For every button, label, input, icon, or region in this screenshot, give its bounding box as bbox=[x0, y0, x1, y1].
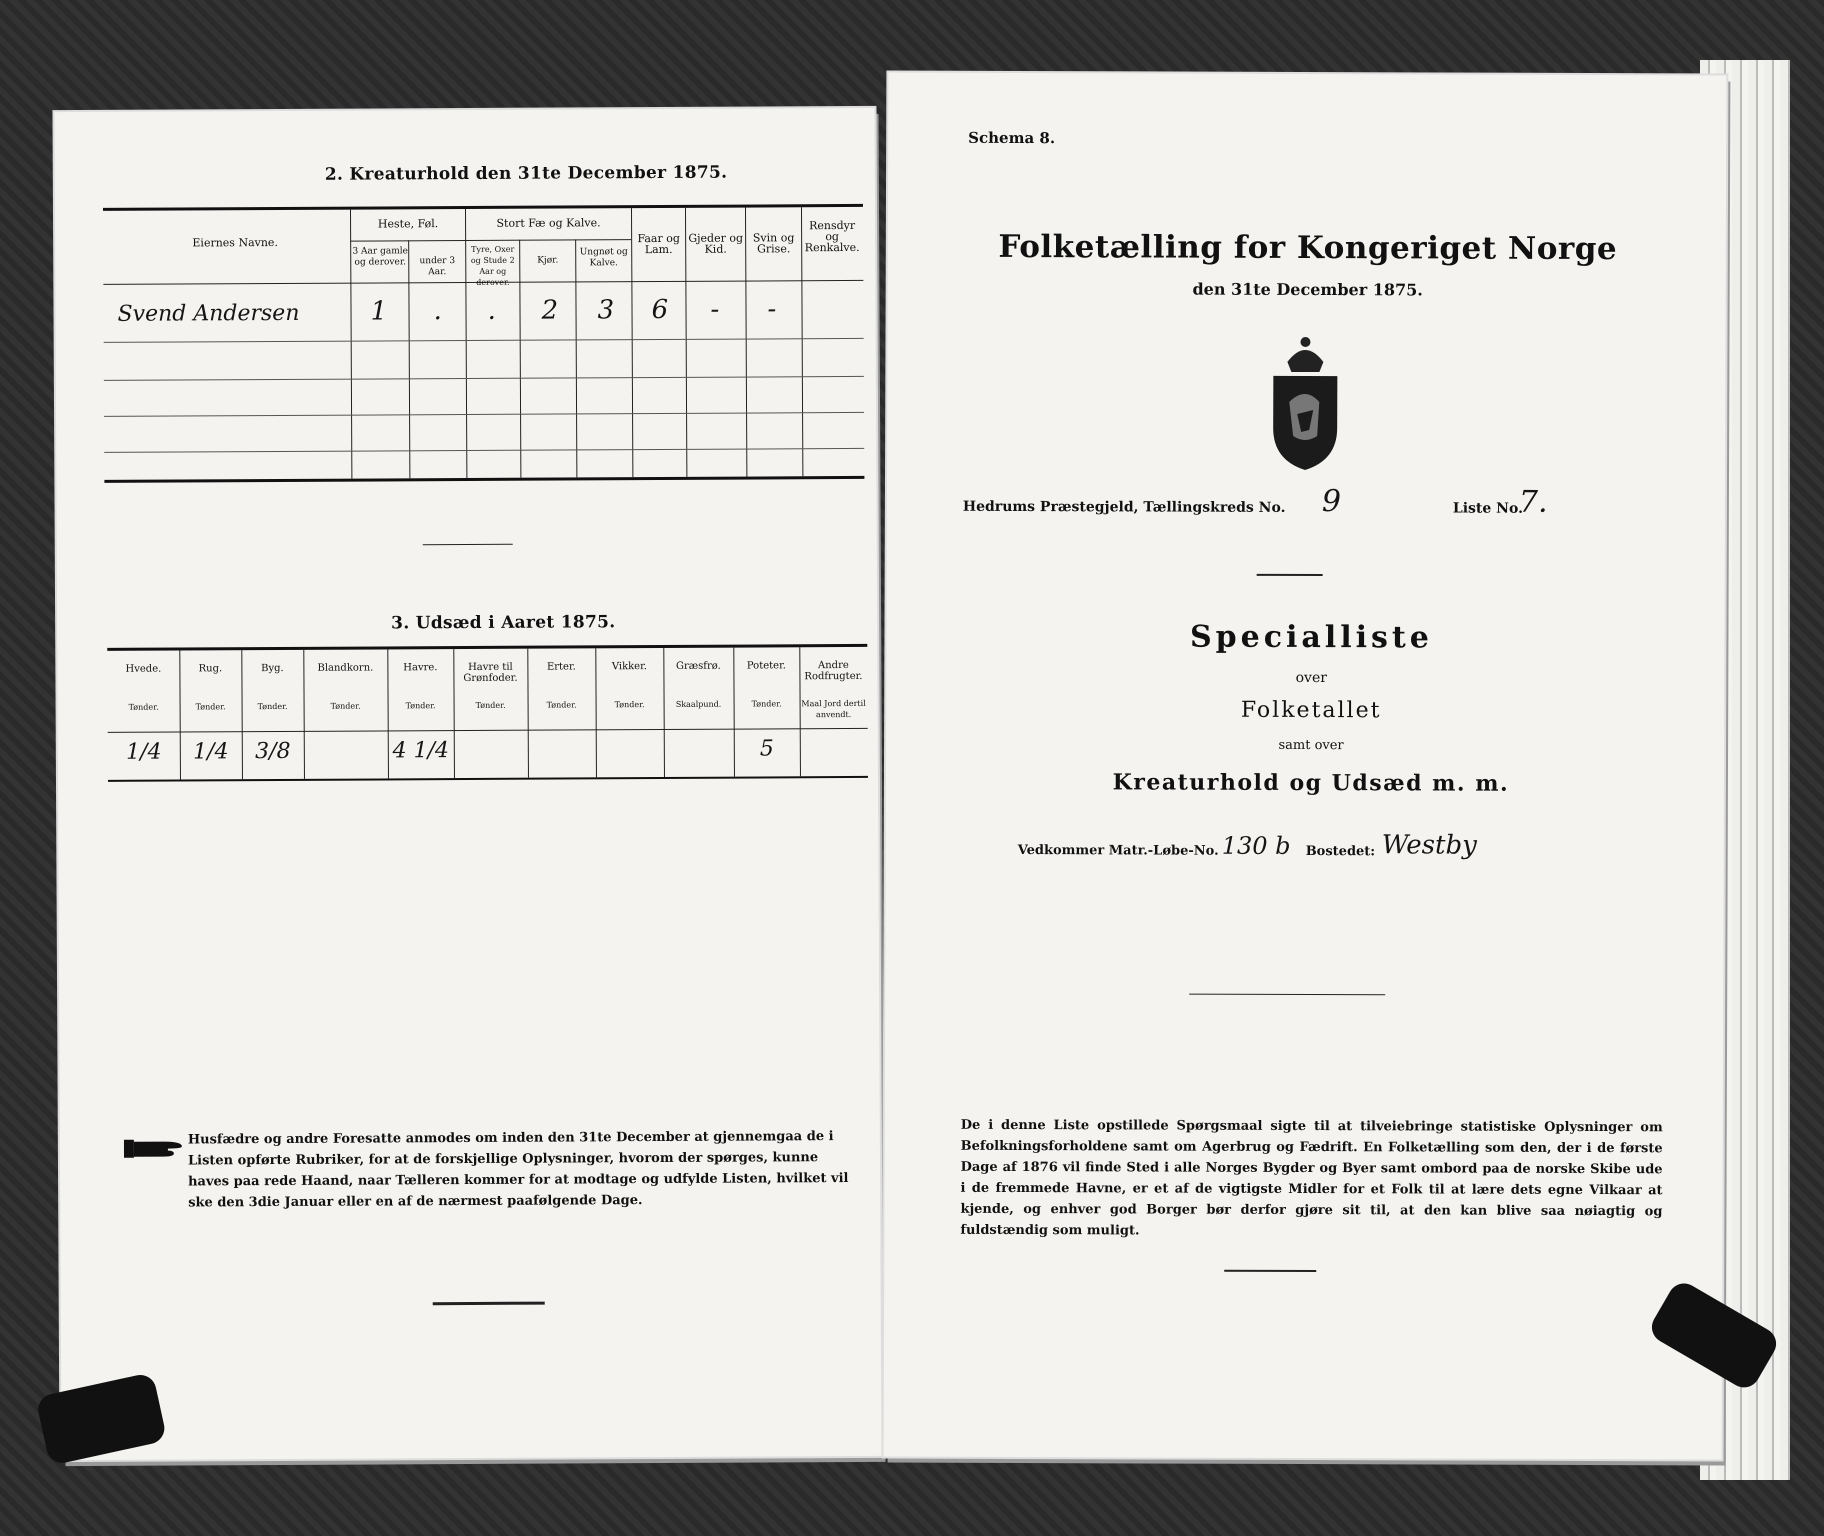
divider bbox=[423, 544, 513, 545]
pointing-hand-icon bbox=[124, 1135, 184, 1161]
udsaed-col-unit: Tønder. bbox=[330, 701, 361, 711]
schema-label: Schema 8. bbox=[968, 128, 1056, 148]
divider bbox=[1189, 994, 1385, 996]
kreaturhold-title: 2. Kreaturhold den 31te December 1875. bbox=[324, 162, 728, 185]
udsaed-col-label: Havre til Grønfoder. bbox=[463, 661, 518, 685]
owner-name: Svend Andersen bbox=[117, 300, 300, 327]
header-heste: Heste, Føl. bbox=[377, 217, 439, 231]
stort-b-value: 2 bbox=[541, 295, 559, 326]
coat-of-arms-icon bbox=[1257, 332, 1353, 472]
bottom-divider bbox=[1224, 1270, 1316, 1272]
table-bottom-rule bbox=[104, 476, 864, 483]
udsaed-col-unit: Tønder. bbox=[614, 700, 645, 710]
udsaed-col-unit: Tønder. bbox=[475, 700, 506, 710]
udsaed-col-unit: Tønder. bbox=[546, 700, 577, 710]
header-heste-b: under 3 Aar. bbox=[419, 256, 456, 278]
table-top-rule bbox=[103, 204, 863, 211]
stort-c-value: 3 bbox=[597, 295, 615, 326]
heste-a-value: 1 bbox=[370, 296, 388, 327]
udsaed-col-label: Blandkorn. bbox=[317, 662, 374, 674]
header-stort-c: Ungnøt og Kalve. bbox=[579, 247, 628, 269]
header-svin: Svin og Grise. bbox=[752, 231, 795, 256]
header-faar: Faar og Lam. bbox=[637, 231, 680, 257]
udsaed-col-unit: Tønder. bbox=[195, 702, 226, 712]
udsaed-col-label: Byg. bbox=[261, 662, 284, 675]
footer-text: De i denne Liste opstillede Spørgsmaal sigte til at tilveiebringe statistiske Oplysninger om Befolkningsforholdene samt om Agerbrug og Fædrift. En Folketælling som den, der i de første Dage af 1876 vil finde Sted i alle Norges Bygder og Byer samt ombord paa de norske Skibe ude i de fremmede Havne, er et af de vigtigste Midler for et Folk til at lære dets egne Vilkaar at kjende, og enhver god Borger bør derfor gjøre sit til, at den kan blive saa nøiagtig og fuldstændig som muligt. bbox=[960, 1117, 1663, 1239]
tellingskreds-no: 9 bbox=[1321, 484, 1342, 520]
faar-value: 6 bbox=[651, 294, 669, 326]
udsaed-value: 3/8 bbox=[255, 738, 291, 765]
udsaed-col-label: Rug. bbox=[198, 663, 223, 675]
udsaed-col-label: Havre. bbox=[403, 662, 438, 674]
udsaed-col-label: Græsfrø. bbox=[675, 660, 721, 672]
udsaed-col-unit: Tønder. bbox=[257, 701, 288, 712]
udsaed-col-label: Vikker. bbox=[611, 661, 647, 673]
notice-text: Husfædre og andre Foresatte anmodes om inden den 31te December at gjennemgaa de i Listen opførte Rubriker, for at de forskjellige Oplysninger, hvorom der spørges, kunne haves paa rede Haand, naar Tælleren kommer for at modtage og udfylde Listen, hvilket vil ske den 3die Januar eller en af de nærmest paafølgende Dage. bbox=[187, 1129, 849, 1211]
udsaed-col-label: Hvede. bbox=[125, 663, 162, 675]
matr-no: 130 b bbox=[1221, 831, 1291, 860]
udsaed-value: 5 bbox=[759, 736, 774, 762]
udsaed-col-unit: Tønder. bbox=[751, 699, 782, 709]
folketallet-heading: Folketallet bbox=[1240, 697, 1382, 724]
right-page bbox=[884, 73, 1727, 1460]
udsaed-col-label: Andre Rodfrugter. bbox=[804, 660, 863, 683]
svin-value: - bbox=[767, 294, 777, 325]
bostedet-label: Bostedet: bbox=[1305, 844, 1376, 860]
udsaed-value: 1/4 bbox=[126, 739, 162, 765]
udsaed-col-label: Poteter. bbox=[746, 660, 786, 672]
left-page bbox=[54, 108, 881, 1460]
stort-a-value: . bbox=[487, 295, 496, 326]
header-stort-a: Tyre, Oxer og Stude 2 Aar og derover. bbox=[470, 244, 515, 287]
header-stort-b: Kjør. bbox=[537, 255, 559, 266]
subtitle: den 31te December 1875. bbox=[1192, 279, 1423, 300]
header-gjeder: Gjeder og Kid. bbox=[688, 231, 744, 256]
bottom-divider bbox=[433, 1302, 545, 1306]
bostedet-value: Westby bbox=[1381, 830, 1477, 861]
header-rensdyr: Rensdyr og Renkalve. bbox=[804, 218, 860, 255]
liste-no: 7. bbox=[1518, 484, 1548, 520]
liste-label: Liste No. bbox=[1452, 500, 1523, 517]
header-stort: Stort Fæ og Kalve. bbox=[496, 216, 601, 230]
prestegjeld-label: Hedrums Præstegjeld, Tællingskreds No. bbox=[962, 498, 1286, 516]
main-title: Folketælling for Kongeriget Norge bbox=[998, 228, 1618, 268]
kreaturhold-heading: Kreaturhold og Udsæd m. m. bbox=[1112, 769, 1510, 797]
udsaed-value: 1/4 bbox=[193, 739, 229, 765]
udsaed-col-unit: Skaalpund. bbox=[675, 699, 722, 709]
over-label: over bbox=[1295, 669, 1327, 687]
udsaed-col-unit: Maal Jord dertil anvendt. bbox=[801, 698, 866, 720]
header-heste-a: 3 Aar gamle og derover. bbox=[352, 246, 408, 268]
divider bbox=[1257, 574, 1323, 576]
udsaed-col-unit: Tønder. bbox=[405, 701, 436, 711]
matr-label: Vedkommer Matr.-Løbe-No. bbox=[1017, 842, 1219, 859]
udsaed-title: 3. Udsæd i Aaret 1875. bbox=[391, 612, 616, 634]
gjeder-value: - bbox=[710, 294, 720, 325]
heste-b-value: . bbox=[433, 296, 442, 327]
header-owner: Eiernes Navne. bbox=[192, 235, 278, 250]
udsaed-col-unit: Tønder. bbox=[128, 702, 159, 712]
udsaed-value: 4 1/4 bbox=[392, 738, 450, 764]
specialliste-heading: Specialliste bbox=[1189, 619, 1433, 656]
samt-over-label: samt over bbox=[1278, 737, 1344, 754]
udsaed-col-label: Erter. bbox=[546, 661, 576, 673]
